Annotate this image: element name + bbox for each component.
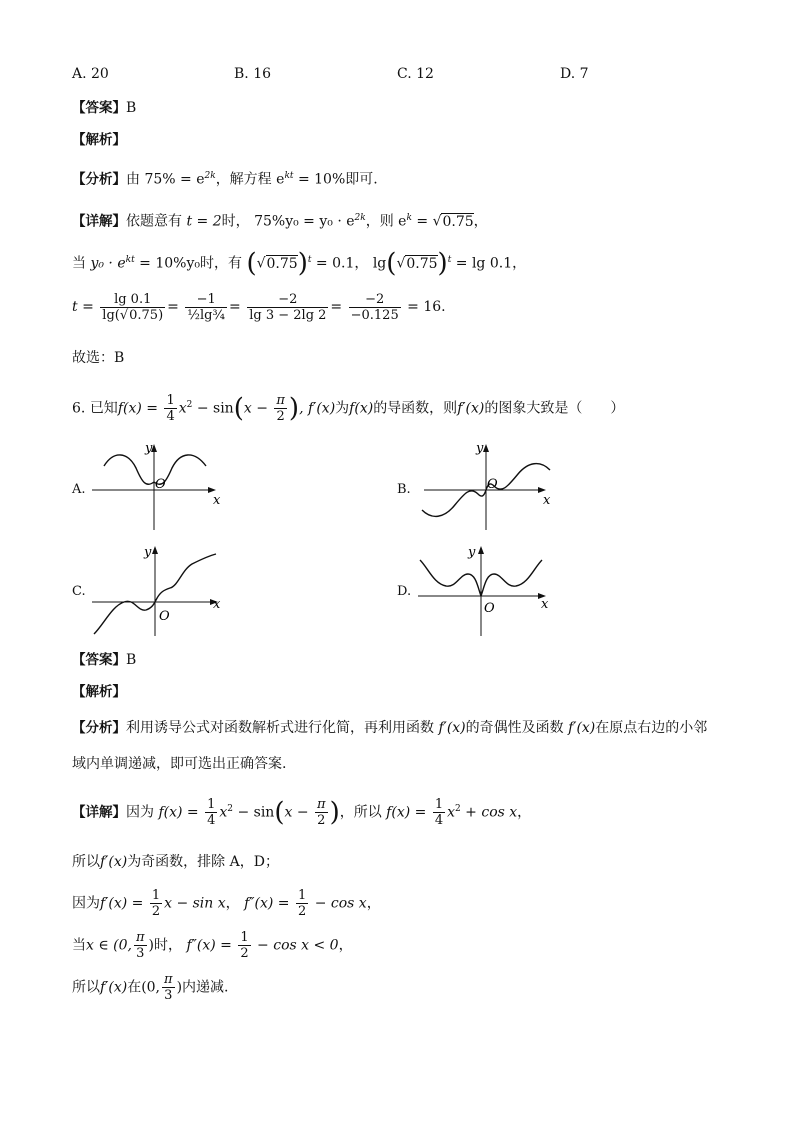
- text: 即可.: [345, 171, 378, 188]
- math: − sin: [192, 400, 234, 417]
- text: 已知: [89, 400, 118, 417]
- axis-y-label: y: [144, 545, 152, 560]
- text: 时，有: [199, 255, 242, 272]
- q6-xiangjie-line4: [72, 930, 353, 961]
- text: 因为: [126, 804, 154, 821]
- frac-den: 2: [151, 904, 161, 919]
- frac-num: 1: [434, 797, 444, 813]
- option-c: C. 12: [397, 66, 434, 82]
- origin-label: O: [155, 477, 166, 492]
- text: 的图象大致是（ ）: [484, 400, 625, 417]
- math: , f′(x): [299, 400, 336, 417]
- q5-xiangjie-line2: 当 $y_0 \cdot e^{kt} = 10\%y_0$时，有 $(√0.75)^t = 0.1$， $\lg(√0.75)^t = \lg 0.1$，: [72, 248, 527, 279]
- graph-c: [92, 540, 227, 636]
- frac-num: −2: [247, 292, 328, 308]
- math-sqrt: 0.75: [442, 213, 474, 230]
- math: (0,: [141, 979, 161, 996]
- frac-num: 1: [207, 797, 216, 813]
- frac-den: 2: [297, 904, 307, 919]
- axis-x-label: x: [543, 493, 551, 508]
- graph-d: [418, 540, 558, 636]
- math: − sin: [233, 804, 275, 821]
- math: f(x) =: [117, 400, 163, 417]
- answer-value: B: [126, 100, 137, 116]
- math: f′(x): [100, 979, 128, 996]
- option-b: B. 16: [234, 66, 272, 82]
- frac-num: −2: [349, 292, 401, 308]
- math-exp: kt: [284, 171, 294, 181]
- math: lg: [102, 307, 115, 323]
- math-exp: 2k: [354, 213, 366, 223]
- fenxi-tag: 【分析】: [72, 171, 126, 188]
- q6-stem: 6. 已知f(x) = $\frac{1}{4}$ $x^2 - \sin(x$ − $\frac{\pi}{2}$ ), f′(x)为f(x)的导函数，则f′(x)的图象大致是（ ）: [72, 393, 625, 425]
- math: f′(x) =: [100, 895, 148, 912]
- math-exp: 2k: [204, 171, 216, 181]
- math: e: [276, 171, 285, 188]
- math: f″(x) =: [186, 937, 237, 954]
- q6-analysis-tag: [72, 682, 126, 702]
- math: ): [148, 937, 154, 954]
- math: = lg 0.1，: [451, 255, 527, 272]
- math-exp: t: [447, 255, 452, 265]
- math: 75%y₀ = y₀ · e: [254, 213, 355, 230]
- math: f(x) =: [386, 804, 431, 821]
- text: ，: [366, 895, 381, 912]
- analysis-tag: 【解析】: [72, 684, 126, 700]
- text: 内递减.: [182, 979, 229, 996]
- origin-label: O: [487, 477, 498, 492]
- text: 因为: [72, 895, 100, 912]
- text: 利用诱导公式对函数解析式进行化简，再利用函数: [126, 720, 434, 736]
- math: f(x): [349, 400, 374, 417]
- q5-fenxi: [72, 166, 378, 190]
- math: y₀ · e: [90, 255, 126, 272]
- answer-value: B: [126, 652, 137, 668]
- q6-fenxi-line2: 域内单调递减，即可选出正确答案.: [72, 756, 287, 772]
- frac-num: lg 0.1: [100, 292, 165, 308]
- text: ，解方程: [215, 171, 272, 188]
- math: x − sin x: [164, 895, 226, 912]
- math: = 0.1，: [311, 255, 369, 272]
- q5-choose: 故选：B: [72, 350, 125, 366]
- frac-den: lg(√0.75): [102, 307, 164, 323]
- math: x ∈ (0,: [86, 937, 132, 954]
- math-exp: k: [406, 213, 412, 223]
- math: − cos x: [310, 895, 367, 912]
- frac-num: 1: [166, 393, 175, 409]
- text: ，: [517, 804, 532, 821]
- frac-den: 3: [136, 946, 145, 961]
- fraction: [238, 930, 250, 961]
- option-a: A. 20: [72, 66, 109, 82]
- q5-xiangjie-line1: 【详解】依题意有 t = 2时， $75\%y_0 = y_0 \cdot e^{2k}$，则 $e^k = √0.75$，: [72, 213, 488, 230]
- answer-tag: 【答案】: [72, 652, 126, 668]
- math-exp: 2: [186, 400, 193, 410]
- text: 的导函数，则: [373, 400, 458, 417]
- fraction: [296, 888, 308, 919]
- math: + cos x: [460, 804, 518, 821]
- axis-y-label: y: [145, 441, 153, 456]
- origin-label: O: [484, 601, 495, 616]
- math: f(x) =: [158, 804, 204, 821]
- frac-den: 2: [276, 409, 285, 425]
- answer-tag: 【答案】: [72, 100, 126, 116]
- frac-den: 4: [207, 813, 216, 829]
- text: ，: [225, 895, 240, 912]
- text: 为: [335, 400, 350, 417]
- math: = 10%: [293, 171, 346, 188]
- text: ，: [338, 937, 353, 954]
- frac-den: −0.125: [350, 307, 399, 323]
- frac-num: 1: [240, 930, 249, 945]
- math: − cos x < 0: [252, 937, 339, 954]
- q6-xiangjie-line2: [72, 852, 279, 872]
- origin-label: O: [159, 609, 170, 624]
- frac-num: π: [317, 797, 326, 813]
- text: 的奇偶性及函数: [465, 720, 564, 736]
- text: 在原点右边的小邻: [595, 720, 708, 736]
- math: e: [398, 213, 407, 230]
- math: x −: [284, 804, 314, 821]
- fraction: [150, 888, 162, 919]
- math: t = 2: [186, 213, 222, 230]
- fraction: [315, 797, 328, 828]
- text: ，则: [365, 213, 394, 230]
- q6-xiangjie-line3: [72, 888, 381, 919]
- math: x: [447, 804, 455, 821]
- math: x: [219, 804, 228, 821]
- question-number: 6.: [72, 400, 86, 417]
- math-exp: 2: [455, 804, 461, 814]
- text: 为奇函数，排除 A，D；: [127, 854, 279, 870]
- fraction: [349, 292, 401, 323]
- q6-fenxi-line1: [72, 718, 707, 738]
- frac-den: 2: [317, 813, 326, 829]
- frac-num: −1: [185, 292, 227, 308]
- text: 时，: [221, 213, 250, 230]
- math: =: [411, 213, 433, 230]
- frac-num: 1: [297, 888, 307, 903]
- fraction: [162, 972, 175, 1003]
- q6-xiangjie-line5: [72, 972, 228, 1003]
- fraction: [205, 797, 217, 828]
- axis-x-label: x: [213, 597, 221, 612]
- text: .: [441, 299, 446, 315]
- fraction: [274, 393, 287, 424]
- frac-den: ½lg¾: [187, 307, 226, 323]
- q6-xiangjie-line1: 【详解】因为 f(x) = $\frac{1}{4}$ $x^2 - \sin(x$ − $\frac{\pi}{2}$ )，所以 f(x) = $\frac{1}{4}$ $x^2 + \cos x$，: [72, 797, 532, 829]
- graph-c-label: C.: [72, 584, 86, 599]
- math-sqrt: 0.75: [129, 307, 159, 323]
- xiangjie-tag: 【详解】: [72, 804, 126, 821]
- text: 所以: [72, 854, 100, 870]
- fraction: [185, 292, 227, 323]
- text: 当: [72, 255, 86, 272]
- graph-b: [418, 438, 558, 530]
- frac-num: π: [276, 393, 285, 409]
- math: x: [178, 400, 187, 417]
- math: x −: [243, 400, 273, 417]
- graph-d-label: D.: [397, 584, 412, 599]
- graph-b-label: B.: [397, 482, 411, 497]
- fenxi-tag: 【分析】: [72, 720, 126, 736]
- axis-x-label: x: [541, 597, 549, 612]
- math: t: [72, 299, 78, 315]
- frac-den: 4: [166, 409, 175, 425]
- text: 依题意有: [126, 213, 182, 230]
- math-exp: t: [307, 255, 312, 265]
- math-exp: 2: [227, 804, 234, 814]
- frac-num: 1: [151, 888, 161, 903]
- fraction: [164, 393, 176, 424]
- math-exp: kt: [125, 255, 135, 265]
- graph-a-label: A.: [72, 482, 86, 497]
- axis-y-label: y: [476, 441, 484, 456]
- analysis-tag: 【解析】: [72, 132, 126, 148]
- math: f′(x): [100, 854, 128, 870]
- math: 75% = e: [144, 171, 205, 188]
- text: ，所以: [339, 804, 382, 821]
- math: f′(x): [457, 400, 485, 417]
- xiangjie-tag: 【详解】: [72, 213, 126, 230]
- frac-den: 3: [164, 988, 173, 1003]
- fraction: [100, 292, 165, 323]
- text: 当: [72, 937, 86, 954]
- math: f′(x): [438, 720, 466, 736]
- option-d: D. 7: [560, 66, 589, 82]
- frac-num: π: [164, 972, 173, 987]
- text: 所以: [72, 979, 100, 996]
- frac-den: 4: [434, 813, 444, 829]
- graph-a: [92, 438, 227, 530]
- math: f′(x): [568, 720, 596, 736]
- q5-answer: [72, 98, 136, 118]
- q6-answer: [72, 650, 136, 670]
- text: 在: [127, 979, 142, 996]
- fraction: [433, 797, 445, 828]
- frac-den: lg 3 − 2lg 2: [249, 307, 327, 323]
- math: ): [176, 979, 183, 996]
- frac-num: π: [135, 930, 145, 945]
- math-sqrt: 0.75: [266, 255, 298, 272]
- math: lg: [372, 255, 387, 272]
- axis-x-label: x: [213, 493, 221, 508]
- text: 时，: [154, 937, 182, 954]
- math: f″(x) =: [244, 895, 294, 912]
- text: 由: [126, 171, 140, 188]
- frac-den: 2: [240, 946, 249, 961]
- math: = 16: [402, 299, 442, 315]
- fraction: [134, 930, 147, 961]
- q5-analysis-tag: [72, 130, 126, 150]
- fraction: [247, 292, 328, 323]
- math-sqrt: 0.75: [406, 255, 438, 272]
- q5-xiangjie-line3: t = $\frac{\lg 0.1}{\lg(√0.75)}$ = $\frac{-1}{\text{½lg¾}}$ = $\frac{-2}{\lg 3 - 2\lg 2}$ = $\frac{-2}{-0.125}$ = 16.: [72, 291, 446, 323]
- math: =: [77, 299, 99, 315]
- math: = 10%y₀: [134, 255, 200, 272]
- axis-y-label: y: [468, 545, 476, 560]
- text: ，: [473, 213, 488, 230]
